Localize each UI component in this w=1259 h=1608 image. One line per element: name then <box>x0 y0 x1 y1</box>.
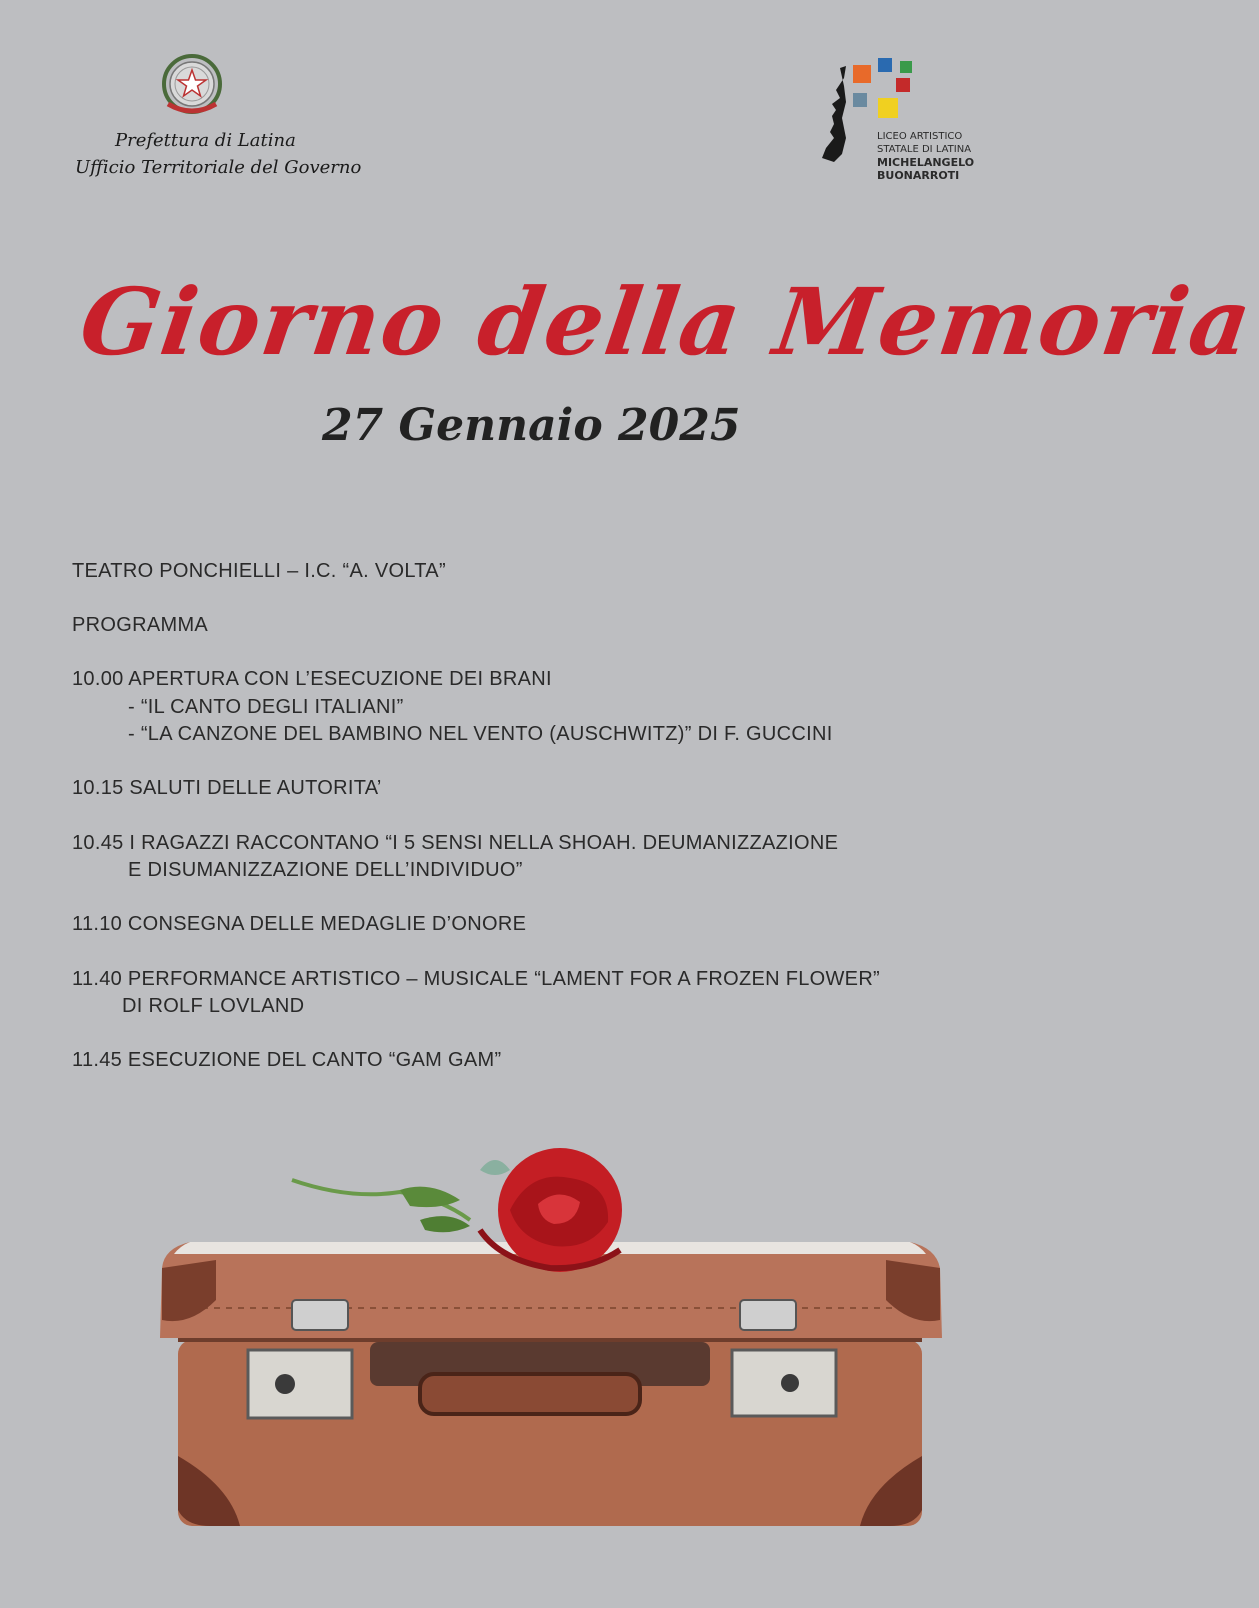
liceo-line4: BUONARROTI <box>877 169 960 182</box>
page-title: Giorno della Memoria <box>74 268 1259 376</box>
program-item-line: - “IL CANTO DEGLI ITALIANI” <box>128 696 404 718</box>
suitcase-with-rose-icon <box>150 1150 950 1550</box>
liceo-line3: MICHELANGELO <box>877 156 975 169</box>
program-item-line: - “LA CANZONE DEL BAMBINO NEL VENTO (AUSCHWITZ)” DI F. GUCCINI <box>128 723 833 745</box>
program-item-line: DI ROLF LOVLAND <box>122 995 305 1017</box>
event-date: 27 Gennaio 2025 <box>322 400 741 451</box>
prefettura-subtitle: Ufficio Territoriale del Governo <box>75 157 362 178</box>
venue-line: TEATRO PONCHIELLI – I.C. “A. VOLTA” <box>72 560 446 582</box>
program-item-line: 11.45 ESECUZIONE DEL CANTO “GAM GAM” <box>72 1049 502 1071</box>
prefettura-name: Prefettura di Latina <box>115 130 296 151</box>
program-item-line: 10.45 I RAGAZZI RACCONTANO “I 5 SENSI NELLA SHOAH. DEUMANIZZAZIONE <box>72 832 839 854</box>
program-item-line: 11.40 PERFORMANCE ARTISTICO – MUSICALE “LAMENT FOR A FROZEN FLOWER” <box>72 968 881 990</box>
program-item-line: 11.10 CONSEGNA DELLE MEDAGLIE D’ONORE <box>72 913 527 935</box>
program-item-line: E DISUMANIZZAZIONE DELL’INDIVIDUO” <box>128 859 523 881</box>
repubblica-italiana-emblem-icon <box>158 52 226 124</box>
program-item-line: 10.15 SALUTI DELLE AUTORITA’ <box>72 777 382 799</box>
program-heading: PROGRAMMA <box>72 614 209 636</box>
liceo-line2: STATALE DI LATINA <box>877 144 972 155</box>
liceo-line1: LICEO ARTISTICO <box>877 131 963 142</box>
program-item-line: 10.00 APERTURA CON L’ESECUZIONE DEI BRANI <box>72 668 552 690</box>
